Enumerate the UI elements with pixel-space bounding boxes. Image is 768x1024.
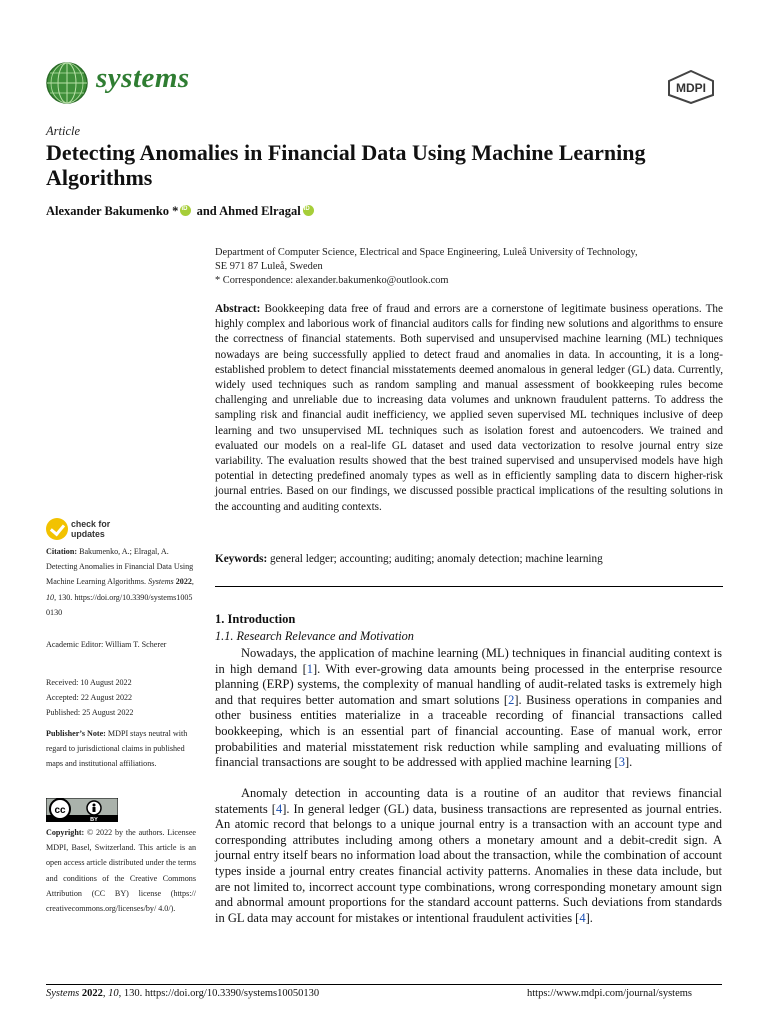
journal-globe-logo bbox=[46, 62, 88, 104]
dates-block bbox=[46, 675, 196, 721]
publisher-note bbox=[46, 726, 196, 772]
mdpi-logo-text: MDPI bbox=[676, 81, 706, 95]
copyright-text: © 2022 by the authors. Licensee MDPI, Basel, Switzerland. This article is an open access article distributed under the terms and conditions of the Creative Commons Attribution (CC BY) license (https:// creativecommons.org/licenses/by/ 4.0/). bbox=[46, 828, 196, 914]
citation-block: Citation: Bakumenko, A.; Elragal, A. Detecting Anomalies in Financial Data Using Machine Learning Algorithms. Systems 2022, 10, 130. https://doi.org/10.3390/systems10050130 bbox=[46, 547, 194, 617]
body-paragraph: Anomaly detection in accounting data is a routine of an auditor that reviews financial statements [4]. In general ledger (GL) data, business transactions are represented as journal entries. An atomic record that belongs to a unique journal entry is a transaction with an account type and corresponding attributes including among others a monetary amount and a debit-credit sign. A journal entry itself bears no information load about the transaction, while the combination of account types inside a journal entry creates financial activity patterns. Anomalies in these data include, but are not limited to, incorrect account type combinations, wrong corresponding monetary amount sign and abnormal amount proportions for the standard account patterns. Such deviations from standards in GL data may account for mistakes or intentional fraudulent activities [4]. bbox=[215, 786, 722, 925]
received-date: Received: 10 August 2022 bbox=[46, 678, 132, 687]
keywords-label: Keywords: bbox=[215, 553, 268, 565]
journal-name: systems bbox=[96, 62, 190, 94]
citation-text: Bakumenko, A.; Elragal, A. Detecting Anomalies in Financial Data Using Machine Learning Algorithms. bbox=[46, 547, 194, 587]
footer-volume: 10 bbox=[108, 988, 119, 999]
divider bbox=[215, 586, 723, 587]
accepted-date: Accepted: 22 August 2022 bbox=[46, 693, 133, 703]
svg-text:cc: cc bbox=[54, 805, 66, 816]
orcid-icon[interactable] bbox=[303, 205, 314, 216]
mdpi-logo bbox=[665, 70, 717, 104]
affiliation-line-2: SE 971 87 Luleå, Sweden bbox=[215, 261, 323, 272]
body-paragraph: Nowadays, the application of machine learning (ML) techniques in financial auditing context is in high demand [1]. With ever-growing data amounts being processed in the enterprise resource planning (ERP) systems, the complexity of manual handling of audit-related tasks is extremely high and that requires better automation and smart solutions [2]. Business operations in companies and other business entities materialize in a traceable recording of financial transactions called bookkeeping, which is an essential part of financial accounting. Ease of manual work, error probabilities and material misstatement risk reduction while sampling and evaluating millions of financial transactions are sought to be addressed with applied machine learning [3]. bbox=[215, 646, 722, 770]
abstract bbox=[215, 302, 723, 515]
footer-year: 2022 bbox=[81, 988, 103, 999]
citation-pages: , 130. bbox=[54, 592, 73, 602]
copyright-label: Copyright: bbox=[46, 828, 85, 837]
section-title: 1. Introduction bbox=[215, 612, 296, 626]
check-updates-line-2: updates bbox=[71, 529, 105, 539]
reference-link[interactable]: 4 bbox=[275, 801, 283, 816]
affiliations bbox=[215, 246, 725, 288]
reference-link[interactable]: 1 bbox=[306, 661, 313, 676]
reference-link[interactable]: 4 bbox=[579, 910, 586, 925]
footer-journal-url-link[interactable]: https://www.mdpi.com/journal/systems bbox=[527, 988, 692, 999]
check-updates-line-1: check for bbox=[71, 519, 111, 529]
publisher-note-label: Publisher’s Note: bbox=[46, 729, 106, 738]
abstract-label: Abstract: bbox=[215, 303, 261, 315]
cc-by-license-icon[interactable] bbox=[46, 798, 118, 822]
footer-journal: Systems bbox=[46, 988, 80, 999]
citation-journal: Systems bbox=[148, 577, 174, 587]
footer-citation: Systems 2022, 10, 130. https://doi.org/10.3390/systems10050130 bbox=[46, 988, 320, 999]
reference-link[interactable]: 3 bbox=[618, 755, 625, 770]
reference-link[interactable]: 2 bbox=[508, 692, 515, 707]
footer-divider bbox=[46, 984, 722, 985]
keywords bbox=[215, 552, 723, 567]
copyright-block bbox=[46, 825, 196, 916]
keywords-text: general ledger; accounting; auditing; anomaly detection; machine learning bbox=[270, 553, 603, 565]
academic-editor: Academic Editor: William T. Scherer bbox=[46, 640, 167, 649]
citation-year: 2022 bbox=[175, 577, 192, 587]
affiliation-line-1: Department of Computer Science, Electrical and Space Engineering, Luleå University of Technology, bbox=[215, 247, 638, 258]
check-for-updates-button[interactable] bbox=[46, 518, 166, 542]
abstract-text: Bookkeeping data free of fraud and errors are a cornerstone of legitimate business operations. The highly complex and laborious work of financial auditors calls for finding new solutions and algorithms to ensure the correctness of financial statements. Both supervised and unsupervised machine learning (ML) techniques nowadays are being successfully applied to detect fraud and anomalies in data. In accounting, it is a long-established problem to detect financial misstatements deemed anomalous in general ledger (GL) data. Currently, widely used techniques such as random sampling and manual assessment of bookkeeping rules become challenging and unreliable due to increasing data volumes and unknown fraudulent patterns. To address the sampling risk and financial audit inefficiency, we applied seven supervised ML techniques inclusive of deep learning and two unsupervised ML techniques such as isolation forest and autoencoders. We trained and evaluated our models on a real-life GL dataset and used data vectorization to resolve journal entry size variability. The evaluation results showed that the best trained supervised and unsupervised models have high potential in detecting predefined anomaly types as well as in efficiently sampling data to discern higher-risk journal entries. Based on our findings, we discussed possible practical implications of the resulting solutions in the accounting and auditing contexts. bbox=[215, 303, 723, 513]
published-date: Published: 25 August 2022 bbox=[46, 708, 134, 718]
publisher-note-text: MDPI stays neutral with regard to jurisdictional claims in published maps and institutional affiliations. bbox=[46, 729, 188, 769]
page-title: Detecting Anomalies in Financial Data Using Machine Learning Algorithms bbox=[46, 140, 646, 190]
author-2[interactable]: and Ahmed Elragal bbox=[196, 204, 301, 218]
citation-volume: 10 bbox=[46, 592, 55, 602]
orcid-icon[interactable] bbox=[180, 205, 191, 216]
correspondence[interactable]: * Correspondence: alexander.bakumenko@outlook.com bbox=[215, 275, 449, 286]
footer-doi-link[interactable]: , 130. https://doi.org/10.3390/systems10050130 bbox=[118, 988, 320, 999]
subsection-title: 1.1. Research Relevance and Motivation bbox=[215, 629, 414, 643]
authors bbox=[46, 204, 316, 219]
author-1[interactable]: Alexander Bakumenko * bbox=[46, 204, 179, 218]
citation-label: Citation: bbox=[46, 547, 78, 556]
cc-badge-text: BY bbox=[90, 817, 98, 822]
citation-doi-link[interactable]: https://doi.org/10.3390/systems10050130 bbox=[46, 592, 193, 617]
article-type: Article bbox=[46, 124, 81, 138]
check-icon bbox=[46, 518, 68, 540]
